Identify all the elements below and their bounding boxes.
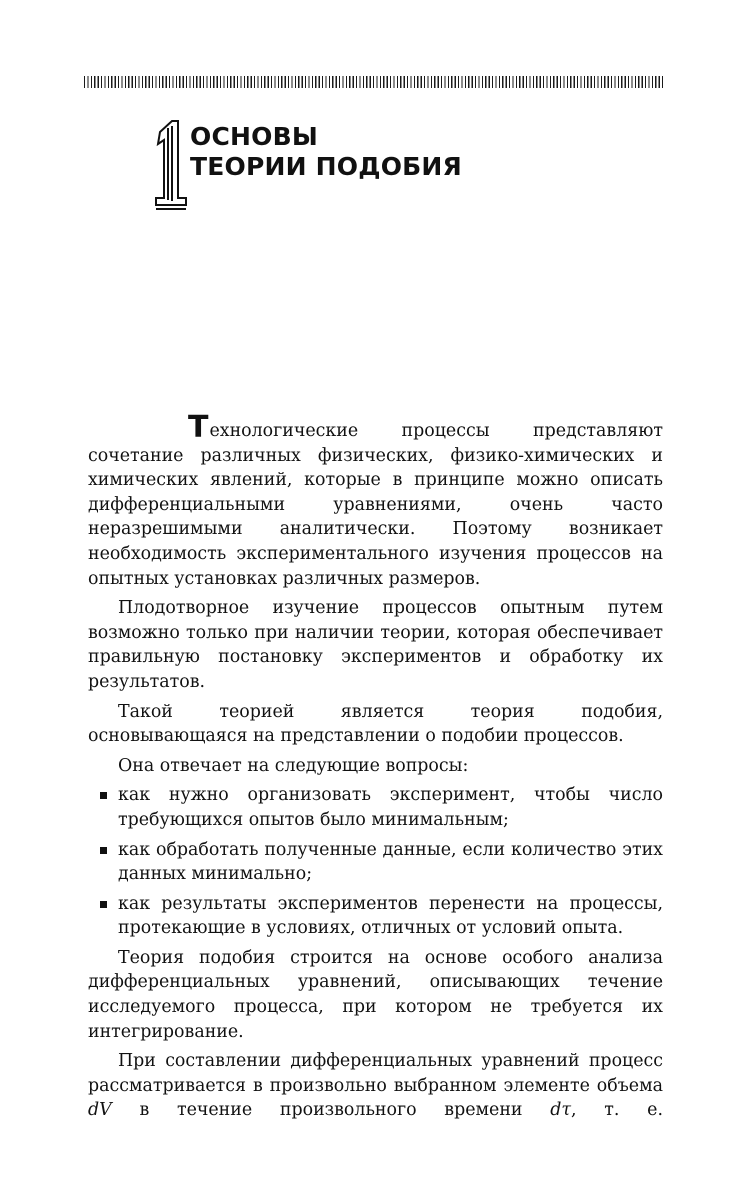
bullet-square-icon	[100, 901, 107, 908]
paragraph-5: Теория подобия строится на основе особого анализа дифференциальных уравнений, описывающих течение исследуемого процесса, при котором не требуется их интегрирование.	[88, 947, 663, 1042]
paragraph-3: Такой теорией является теория подобия, основывающаяся на представлении о подобии процессов.	[88, 701, 663, 747]
bullet-item	[88, 892, 663, 941]
paragraph-6-text-c: , т. е.	[571, 1100, 663, 1121]
paragraph-6-text-a: При составлении дифференциальных уравнений процесс рассматривается в произвольно выбранном элементе объема	[88, 1051, 663, 1096]
paragraph-4: Она отвечает на следующие вопросы:	[118, 755, 469, 776]
paragraph-6	[88, 1049, 663, 1123]
chapter-number-text: 1	[152, 118, 153, 119]
chapter-title	[190, 122, 570, 182]
paragraph-6-text-b: в течение произвольного времени	[111, 1100, 551, 1121]
bullet-text: как обработать полученные данные, если количество этих данных минимально;	[118, 839, 663, 885]
body-text	[88, 410, 663, 1128]
bullet-square-icon	[100, 792, 107, 799]
bullet-text: как нужно организовать эксперимент, чтобы число требующихся опытов было минимальным;	[118, 785, 663, 830]
paragraph-1	[88, 410, 663, 591]
bullet-item	[88, 838, 663, 887]
chapter-title-line-2: ТЕОРИИ ПОДОБИЯ	[190, 152, 462, 181]
bullet-item	[88, 783, 663, 832]
chapter-number-graphic	[152, 118, 192, 210]
chapter-title-line-1: ОСНОВЫ	[190, 122, 318, 151]
bullet-text: как результаты экспериментов перенести на процессы, протекающие в условиях, отличных от условий опыта.	[118, 893, 663, 939]
paragraph-1-text: ехнологические процессы представляют сочетание различных физических, физико-химических и химических явлений, которые в принципе можно описать дифференциальными уравнениями, очень часто неразрешимыми аналитически. Поэтому возникает необходимость экспериментального изучения процессов на опытных установках различных размеров.	[88, 421, 663, 589]
bullet-square-icon	[100, 847, 107, 854]
drop-cap: Т	[188, 410, 209, 445]
paragraph-2: Плодотворное изучение процессов опытным путем возможно только при наличии теории, которая обеспечивает правильную постановку экспериментов и обработку их результатов.	[88, 598, 663, 692]
math-dV: dV	[88, 1100, 112, 1121]
math-dtau: dτ	[550, 1100, 572, 1121]
top-decorative-rule	[84, 76, 664, 88]
